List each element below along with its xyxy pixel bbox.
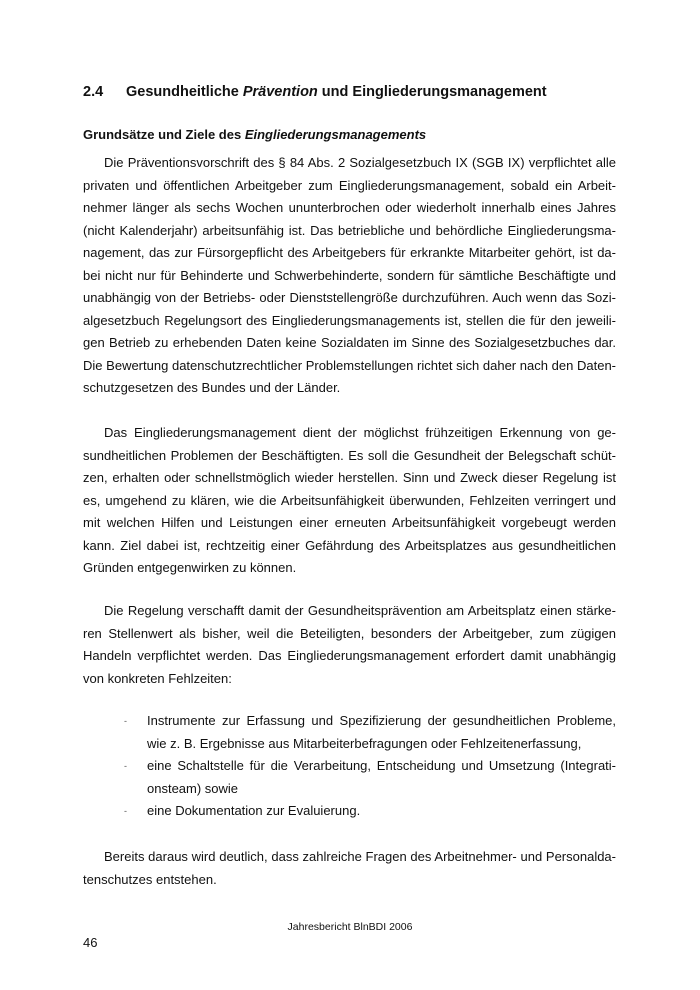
page-footer: Jahresbericht BlnBDI 2006: [287, 921, 413, 933]
paragraph-4: [83, 846, 616, 891]
section-title-italic: Prävention: [242, 84, 318, 100]
paragraph-line: bei nicht nur für Behinderte und Schwerbehinderte, sondern für sämtliche Beschäftigte und: [83, 267, 616, 283]
paragraph-line: Das Eingliederungsmanagement dient der möglichst frühzeitigen Erkennung von ge-: [104, 425, 616, 440]
page-number: 46: [83, 935, 98, 950]
bullet-marker: -: [124, 761, 127, 771]
bullet-marker: -: [124, 716, 127, 726]
paragraph-line: tenschutzes entstehen.: [83, 871, 217, 887]
paragraph-line: ren Stellenwert als bisher, weil die Beteiligten, besonders der Arbeitgeber, zum zügigen: [83, 625, 616, 641]
list-item-line: onsteam) sowie: [147, 780, 239, 796]
paragraph-2: [83, 422, 616, 580]
list-item: [120, 755, 616, 800]
list-item-line: eine Schaltstelle für die Verarbeitung, Entscheidung und Umsetzung (Integrati-: [147, 758, 616, 773]
paragraph-line: von konkreten Fehlzeiten:: [83, 670, 232, 686]
paragraph-line: unabhängig von der Betriebs- oder Dienststellengröße durchzuführen. Auch wenn das Sozi-: [83, 290, 616, 305]
paragraph-line: nehmer länger als sechs Wochen ununterbrochen oder wiederholt innerhalb eines Jahres: [83, 200, 616, 215]
paragraph-line: Bereits daraus wird deutlich, dass zahlreiche Fragen des Arbeitnehmer- und Personalda-: [104, 849, 616, 864]
paragraph-line: (nicht Kalenderjahr) arbeitsunfähig ist. Das betriebliche und behördliche Eingliederungsma-: [83, 222, 616, 238]
paragraph-line: nagement, das zur Fürsorgepflicht des Arbeitgebers für erkrankte Mitarbeiter gehört, ist da-: [83, 245, 616, 260]
list-item-line: wie z. B. Ergebnisse aus Mitarbeiterbefragungen oder Fehlzeitenerfassung,: [147, 735, 582, 751]
paragraph-line: Die Präventionsvorschrift des § 84 Abs. 2 Sozialgesetzbuch IX (SGB IX) verpflichtet alle: [104, 155, 616, 170]
paragraph-line: privaten und öffentlichen Arbeitgeber zum Eingliederungsmanagement, sobald ein Arbeit-: [83, 177, 616, 193]
paragraph-line: schutzgesetzen des Bundes und der Länder.: [83, 380, 341, 395]
paragraph-line: algesetzbuch Regelungsort des Eingliederungsmanagements ist, stellen die für den jeweili-: [83, 312, 616, 328]
list-item-line: eine Dokumentation zur Evaluierung.: [147, 803, 361, 818]
section-title-start: Gesundheitliche: [126, 84, 243, 100]
bullet-list: [120, 710, 616, 823]
paragraph-3: [83, 600, 616, 690]
paragraph-1: [83, 152, 616, 400]
paragraph-line: zen, erhalten oder schnellstmöglich wieder herstellen. Sinn und Zweck dieser Regelung ist: [83, 470, 616, 485]
bullet-marker: -: [124, 806, 127, 816]
sub-heading: [83, 126, 623, 144]
list-item: [120, 800, 616, 823]
paragraph-line: gen Betrieb zu erhebenden Daten keine Sozialdaten im Sinne des Sozialgesetzbuches dar.: [83, 335, 616, 350]
paragraph-line: sundheitlichen Problemen der Beschäftigten. Es soll die Gesundheit der Belegschaft schüt-: [83, 447, 616, 463]
section-title-end: und Eingliederungsmanagement: [317, 84, 547, 100]
list-item-line: Instrumente zur Erfassung und Spezifizierung der gesundheitlichen Probleme,: [147, 713, 616, 728]
paragraph-line: Die Bewertung datenschutzrechtlicher Problemstellungen richtet sich daher nach den Daten-: [83, 357, 616, 373]
paragraph-line: Gründen entgegenwirken zu können.: [83, 560, 297, 575]
paragraph-line: mit welchen Hilfen und Leistungen einer erneuten Arbeitsunfähigkeit vorgebeugt werden: [83, 515, 616, 530]
section-number: 2.4: [83, 84, 104, 100]
paragraph-line: Handeln verpflichtet werden. Das Eingliederungsmanagement erfordert damit unabhängig: [83, 648, 616, 663]
paragraph-line: Die Regelung verschafft damit der Gesundheitsprävention am Arbeitsplatz einen stärke-: [104, 603, 616, 618]
section-heading: [83, 82, 623, 102]
sub-heading-start: Grundsätze und Ziele des: [83, 127, 245, 142]
paragraph-line: es, umgehend zu klären, wie die Arbeitsunfähigkeit überwunden, Fehlzeiten verringert und: [83, 492, 616, 508]
paragraph-line: kann. Ziel dabei ist, rechtzeitig einer Gefährdung des Arbeitsplatzes aus gesundheitlichen: [83, 537, 616, 553]
list-item: [120, 710, 616, 755]
sub-heading-italic: Eingliederungsmanagements: [244, 127, 427, 142]
